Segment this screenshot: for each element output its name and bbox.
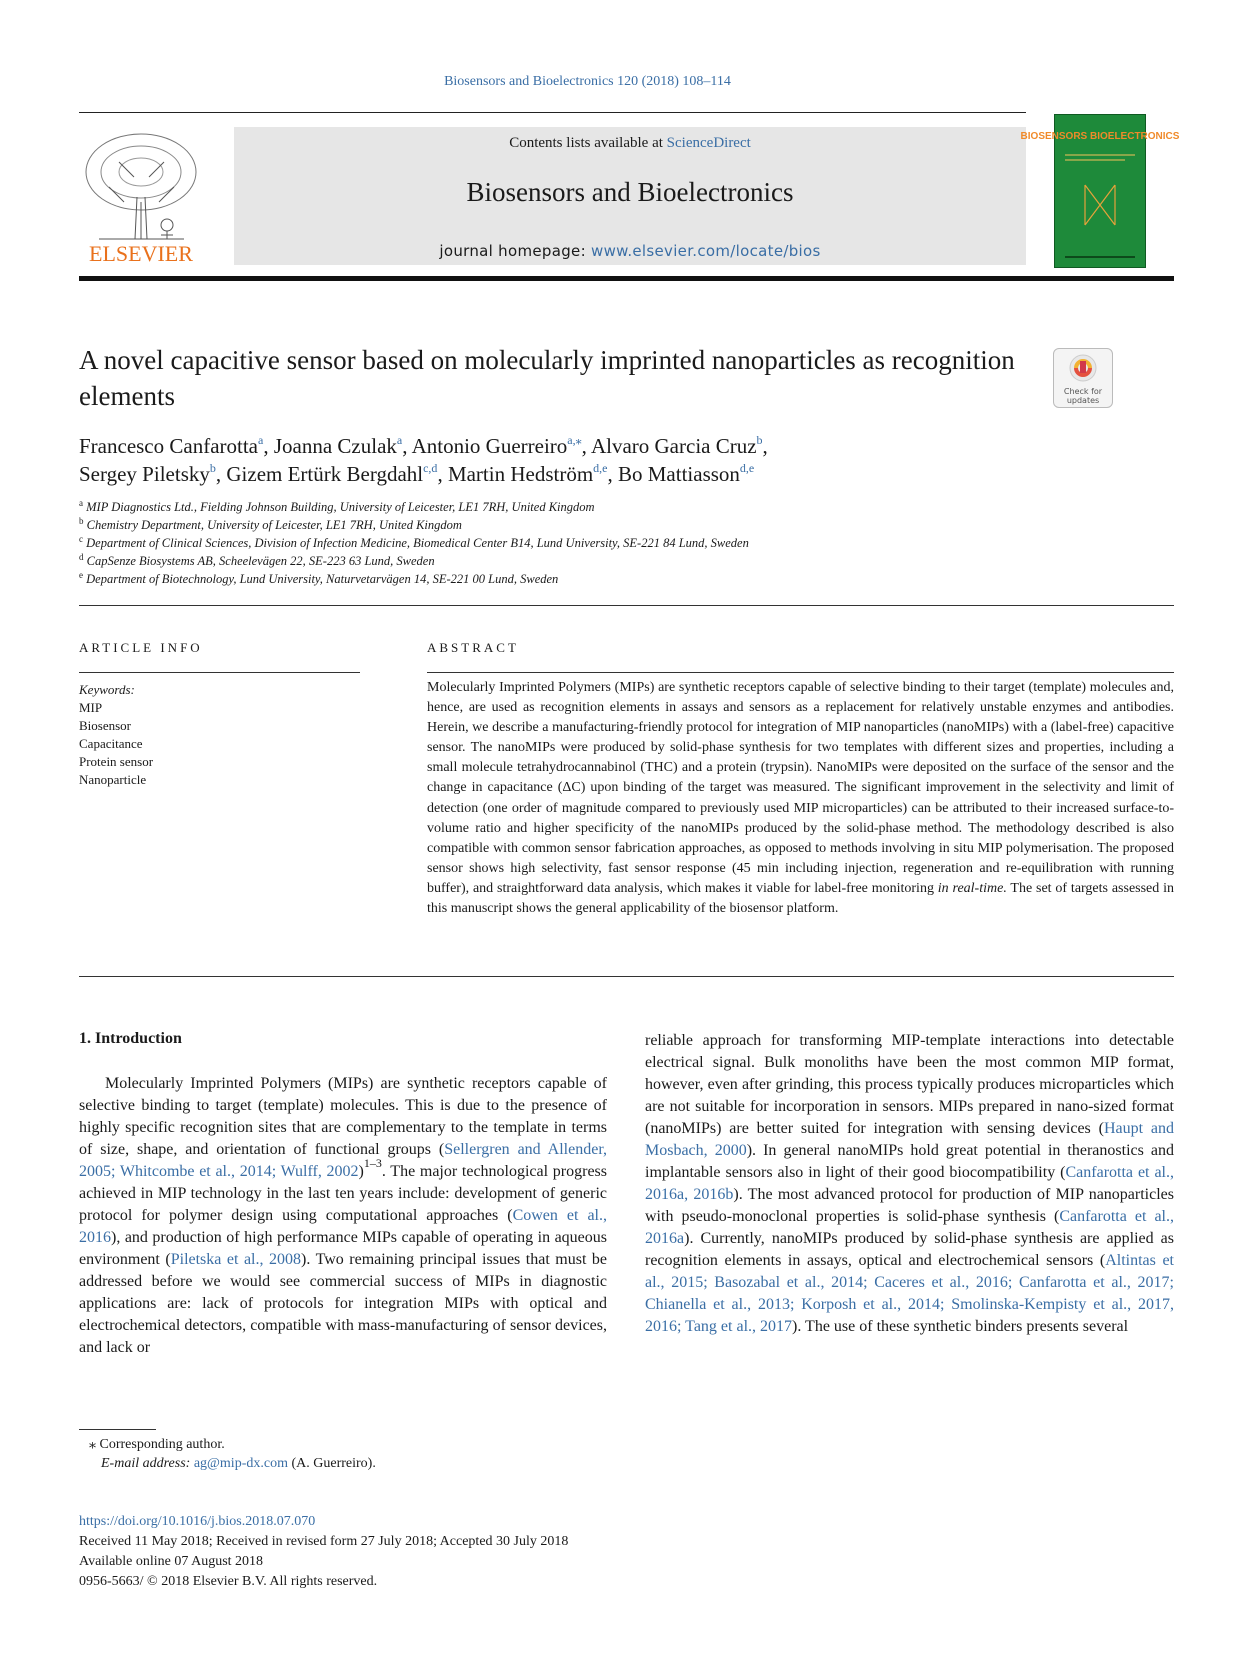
introduction-right-column (645, 1030, 1174, 1338)
author-name[interactable]: Martin Hedström (447, 462, 594, 486)
citation-link[interactable]: Sellergren and Allender, 2005; Whitcombe et al., 2014; Wulff, 2002 (79, 1141, 608, 1180)
author-affiliation-marker[interactable]: c,d (423, 461, 438, 475)
journal-header-band (234, 127, 1026, 265)
check-updates-icon (1063, 353, 1103, 385)
author-separator: , (581, 434, 591, 458)
elsevier-logo[interactable] (79, 127, 204, 267)
header-rule (79, 112, 1026, 113)
text-run: ). The use of these synthetic binders presents several (792, 1318, 1129, 1335)
article-info-rule (79, 672, 360, 673)
author-affiliation-marker[interactable]: d,e (739, 461, 755, 475)
affiliation-key: b (79, 516, 84, 526)
section-rule (79, 605, 1174, 606)
affiliation-item (79, 552, 1079, 570)
author-name[interactable]: Joanna Czulak (273, 434, 397, 458)
sciencedirect-link[interactable]: ScienceDirect (666, 135, 751, 151)
available-online: Available online 07 August 2018 (79, 1554, 264, 1569)
email-owner: (A. Guerreiro). (287, 1456, 376, 1471)
text-run: reliable approach for transforming MIP-template interactions into detectable electrical signal. Bulk monoliths have been the most common MIP format, however, even after grinding, this process typically produces microparticles which are not suitable for incorporation in sensors. MIPs prepared in nano-sized format (nanoMIPs) are better suited for integration with sensing devices ( (645, 1032, 1174, 1137)
author-name[interactable]: Sergey Piletsky (79, 462, 210, 486)
author-name[interactable]: Francesco Canfarotta (79, 434, 259, 458)
contents-line (234, 135, 1026, 152)
homepage-link[interactable]: www.elsevier.com/locate/bios (591, 242, 821, 260)
article-info-heading: ARTICLE INFO (79, 640, 203, 655)
introduction-paragraph (645, 1030, 1174, 1338)
reference-superscript: 1–3 (363, 1156, 382, 1170)
corresponding-author-note: ⁎ Corresponding author. (89, 1437, 225, 1452)
email-link[interactable]: ag@mip-dx.com (193, 1456, 288, 1471)
abstract-end-rule (79, 976, 1174, 977)
author-separator: , (215, 462, 227, 486)
footnote-block (79, 1435, 679, 1473)
abstract-rule (427, 672, 1174, 673)
footnote-rule (79, 1429, 156, 1430)
cover-art-icon (1020, 115, 1180, 267)
copyright-line: 0956-5663/ © 2018 Elsevier B.V. All rights reserved. (79, 1574, 378, 1589)
author-list (79, 432, 1079, 488)
affiliation-item (79, 570, 1079, 588)
author-separator: , (402, 434, 412, 458)
author-affiliation-marker[interactable]: a (258, 433, 264, 447)
introduction-left-column (79, 1073, 607, 1359)
keyword-item[interactable]: MIP (79, 700, 103, 715)
article-title: A novel capacitive sensor based on molecularly imprinted nanoparticles as recognition elements (79, 345, 1015, 411)
citation-link[interactable]: Cowen et al., 2016 (79, 1207, 608, 1246)
elsevier-tree-icon (79, 127, 204, 267)
author-name[interactable]: Alvaro Garcia Cruz (590, 434, 757, 458)
affiliation-key: e (79, 570, 83, 580)
publication-info (79, 1512, 879, 1592)
text-run: ). The most advanced protocol for production of MIP nanoparticles with pseudo-monoclonal properties is solid-phase synthesis ( (645, 1186, 1174, 1225)
author-separator: , (437, 462, 448, 486)
author-separator: , (263, 434, 274, 458)
keyword-item[interactable]: Protein sensor (79, 754, 154, 769)
citation-link[interactable]: Canfarotta et al., 2016a, 2016b (645, 1164, 1174, 1203)
affiliation-key: a (79, 498, 83, 508)
journal-title: Biosensors and Bioelectronics (466, 177, 794, 207)
citation-link[interactable]: Haupt and Mosbach, 2000 (645, 1120, 1175, 1159)
text-run: ). Two remaining principal issues that must be addressed before we would see commercial success of MIPs in diagnostic applications are: lack of protocols for integration MIPs with optical and electrochemical detectors, compatible with mass-manufacturing of sensor devices, and lack or (79, 1251, 608, 1356)
citation-link[interactable]: Canfarotta et al., 2016a (645, 1208, 1174, 1247)
affiliation-item (79, 516, 1079, 534)
keyword-item[interactable]: Biosensor (79, 718, 131, 733)
keyword-item[interactable]: Nanoparticle (79, 772, 147, 787)
affiliation-item (79, 498, 1079, 516)
svg-text:ELSEVIER: ELSEVIER (89, 241, 193, 266)
received-dates: Received 11 May 2018; Received in revised form 27 July 2018; Accepted 30 July 2018 (79, 1534, 569, 1549)
author-name[interactable]: Antonio Guerreiro (411, 434, 568, 458)
citation-link[interactable]: Piletska et al., 2008 (170, 1251, 302, 1268)
author-separator: , (762, 434, 768, 458)
citation-link[interactable]: Altintas et al., 2015; Basozabal et al., 2014; Caceres et al., 2016; Canfarotta et al., 2017; Chianella et al., 2013; Korposh et al., 2014; Smolinska-Kempisty et al., 2017, 2016; Tang et al., 2017 (645, 1252, 1174, 1335)
affiliation-text: CapSenze Biosystems AB, Scheelevägen 22, SE-223 63 Lund, Sweden (86, 554, 435, 568)
text-run: ). Currently, nanoMIPs produced by solid-phase synthesis are applied as recognition elements in assays, optical and electrochemical sensors ( (645, 1230, 1174, 1269)
abstract-main: Molecularly Imprinted Polymers (MIPs) are synthetic receptors capable of selective binding to their target (template) molecules and, hence, are used as recognition elements in assays and sensors as a replacement for relatively unstable enzymes and antibodies. Herein, we describe a manufacturing-friendly protocol for integration of MIP nanoparticles (nanoMIPs) with a (label-free) capacitive sensor. The nanoMIPs were produced by solid-phase synthesis for two templates with different sizes and properties, including a small molecule tetrahydrocannabinol (THC) and a protein (trypsin). NanoMIPs were deposited on the surface of the sensor and the change in capacitance (ΔC) upon binding of the target was measured. The significant improvement in the selectivity and limit of detection (one order of magnitude compared to previously used MIP microparticles) can be attributed to their increased surface-to-volume ratio and higher specificity of the nanoMIPs produced by the solid-phase method. The methodology described is also compatible with common sensor fabrication approaches, as opposed to methods involving in situ MIP polymerisation. The proposed sensor shows high selectivity, fast sensor response (45 min including injection, regeneration and re-equilibration with running buffer), and straightforward data analysis, which makes it viable for label-free monitoring (427, 680, 1174, 896)
email-line (79, 1454, 679, 1473)
keyword-item[interactable]: Capacitance (79, 736, 143, 751)
author-name[interactable]: Bo Mattiasson (618, 462, 740, 486)
homepage-prefix: journal homepage: (439, 242, 591, 260)
homepage-line (234, 242, 1026, 260)
author-affiliation-marker[interactable]: b (756, 433, 763, 447)
author-affiliation-marker[interactable]: b (209, 461, 216, 475)
abstract-heading: ABSTRACT (427, 640, 519, 655)
affiliation-text: Department of Biotechnology, Lund University, Naturvetarvägen 14, SE-221 00 Lund, Sweden (86, 572, 559, 586)
text-run: ) (358, 1163, 364, 1180)
affiliation-text: Department of Clinical Sciences, Division of Infection Medicine, Biomedical Center B14, Lund University, SE-221 84 Lund, Sweden (86, 536, 749, 550)
email-label: E-mail address: (101, 1456, 194, 1471)
contents-prefix: Contents lists available at (509, 135, 667, 151)
header-thick-rule (79, 276, 1174, 281)
abstract-end: The set of targets assessed in this manuscript shows the general applicability of the biosensor platform. (427, 880, 1174, 917)
affiliation-text: Chemistry Department, University of Leicester, LE1 7RH, United Kingdom (86, 518, 462, 532)
journal-citation[interactable]: Biosensors and Bioelectronics 120 (2018) 108–114 (444, 74, 731, 89)
check-updates-label: Check for updates (1063, 387, 1103, 405)
introduction-heading: 1. Introduction (79, 1030, 182, 1047)
abstract-italic: in real-time. (937, 880, 1007, 896)
author-separator: , (607, 462, 618, 486)
text-run: ). In general nanoMIPs hold great potential in theranostics and implantable sensors also in light of their good biocompatibility ( (645, 1142, 1175, 1181)
author-affiliation-marker[interactable]: a (396, 433, 403, 447)
keywords-block (79, 681, 359, 789)
journal-cover-image[interactable] (1020, 114, 1180, 268)
text-run: Molecularly Imprinted Polymers (MIPs) are synthetic receptors capable of selective binding to target (template) molecules. This is due to the presence of highly specific recognition sites that are complementary to the template in terms of size, shape, and orientation of functional groups ( (79, 1075, 607, 1158)
text-run: . The major technological progress achieved in MIP technology in the last ten years include: development of generic protocol for polymer design using computational approaches ( (79, 1163, 607, 1224)
keywords-label: Keywords: (79, 682, 135, 697)
affiliation-key: d (79, 552, 84, 562)
affiliation-key: c (79, 534, 83, 544)
affiliation-text: MIP Diagnostics Ltd., Fielding Johnson Building, University of Leicester, LE1 7RH, United Kingdom (86, 500, 595, 514)
author-affiliation-marker[interactable]: d,e (593, 461, 608, 475)
introduction-paragraph (79, 1073, 607, 1359)
affiliation-item (79, 534, 1079, 552)
check-for-updates-button[interactable] (1053, 348, 1113, 408)
author-name[interactable]: Gizem Ertürk Bergdahl (226, 462, 424, 486)
text-run: ), and production of high performance MIPs capable of operating in aqueous environment ( (79, 1229, 607, 1268)
author-affiliation-marker[interactable]: a,⁎ (567, 433, 582, 447)
affiliation-list (79, 498, 1079, 588)
svg-text:BIOSENSORS BIOELECTRONICS: BIOSENSORS BIOELECTRONICS (1020, 131, 1180, 142)
abstract-text (427, 678, 1174, 919)
doi-link[interactable]: https://doi.org/10.1016/j.bios.2018.07.070 (79, 1514, 316, 1529)
